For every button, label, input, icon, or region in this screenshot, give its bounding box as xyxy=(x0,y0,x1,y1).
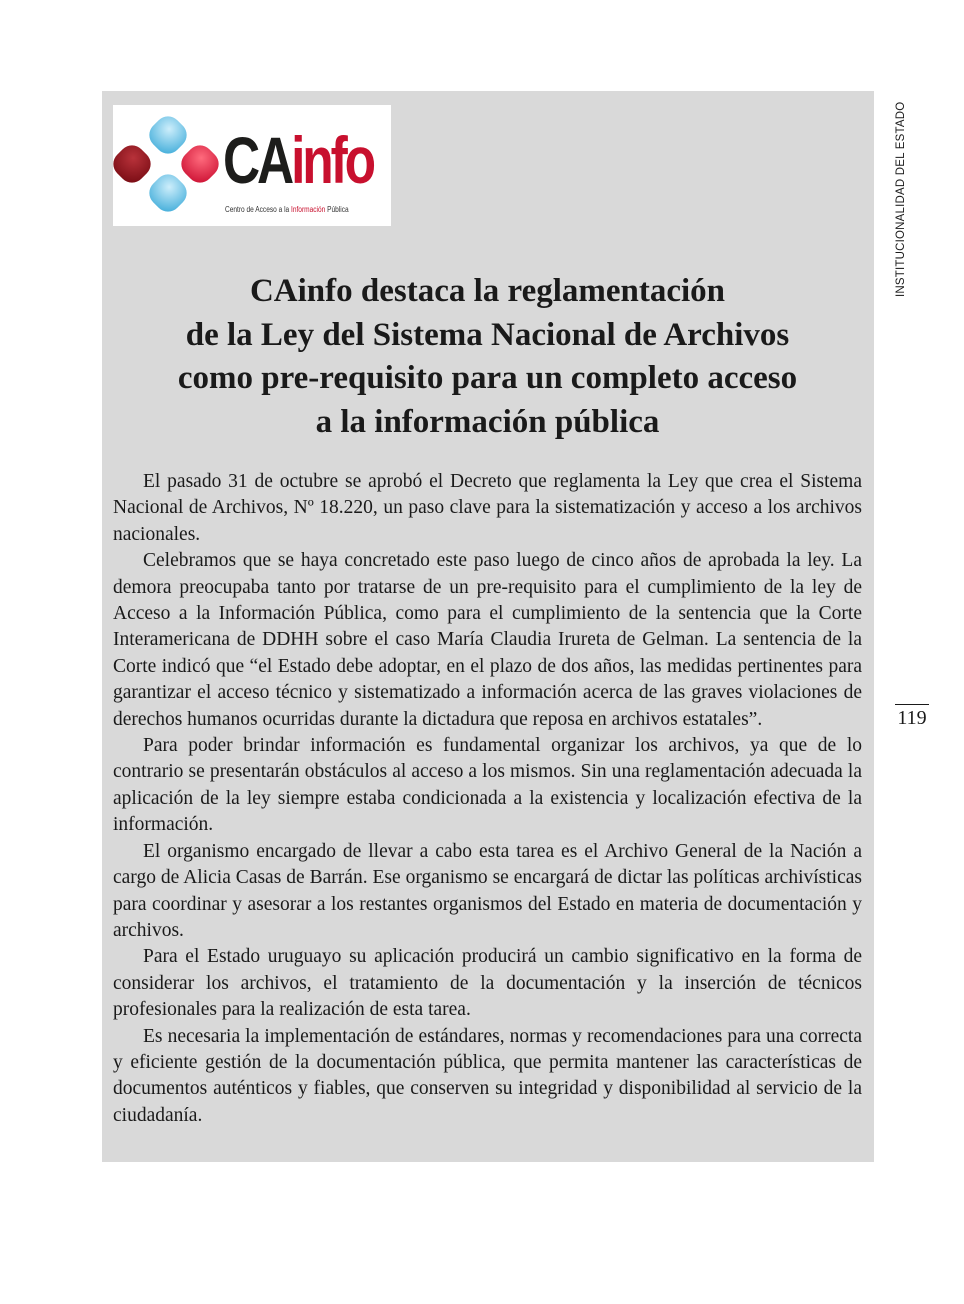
paragraph-1: El pasado 31 de octubre se aprobó el Decreto que reglamenta la Ley que crea el Sistema Nacional de Archivos, Nº 18.220, un paso clave para la sistematización y acceso a los archivos nacionales. xyxy=(113,471,862,545)
paragraph-5: Para el Estado uruguayo su aplicación producirá un cambio significativo en la forma de considerar los archivos, el tratamiento de la documentación y la inserción de técnicos profesionales para la realización de esta tarea. xyxy=(113,946,862,1021)
logo-tagline-part2: Información xyxy=(291,205,326,214)
page-number: 119 xyxy=(897,707,927,729)
article-body xyxy=(113,469,862,1129)
article-title xyxy=(113,270,862,444)
logo-tagline-part3: Pública xyxy=(325,205,349,214)
title-line-4: a la información pública xyxy=(315,403,660,440)
logo-tagline xyxy=(225,205,349,215)
paragraph-2: Celebramos que se haya concretado este paso luego de cinco años de aprobada la ley. La demora preocupaba tanto por tratarse de un pre-requisito para el cumplimiento de la ley de Acceso a la Información Pública, como para el cumplimiento de la sentencia que la Corte Interamericana de DDHH sobre el caso María Claudia Irureta de Gelman. La sentencia de la Corte indicó que “el Estado debe adoptar, en el plazo de dos años, las medidas pertinentes para garantizar el acceso técnico y sistematizado a información acerca de las graves violaciones de derechos humanos ocurridas durante la dictadura que reposa en archivos estatales”. xyxy=(113,550,862,730)
running-head: INSTITUCIONALIDAD DEL ESTADO xyxy=(895,101,907,297)
paragraph-4: El organismo encargado de llevar a cabo esta tarea es el Archivo General de la Nación a cargo de Alicia Casas de Barrán. Ese organismo se encargará de dictar las políticas archivísticas para coordinar y asesorar a los restantes organismos del Estado en materia de documentación y archivos. xyxy=(113,840,862,941)
logo-wordmark xyxy=(223,123,373,197)
paragraph-3: Para poder brindar información es fundamental organizar los archivos, ya que de lo contrario se presentarán obstáculos al acceso a los mismos. Sin una reglamentación adecuada la aplicación de la ley siempre estaba condicionada a la existencia y localización efectiva de la información. xyxy=(113,735,862,836)
title-line-1: CAinfo destaca la reglamentación xyxy=(249,273,726,309)
logo-tagline-part1: Centro de Acceso a la xyxy=(225,205,292,214)
logo-wordmark-ca: CA xyxy=(223,123,292,197)
logo-wordmark-info: info xyxy=(291,123,373,197)
title-line-3: como pre-requisito para un completo acceso xyxy=(177,360,798,396)
cainfo-logo xyxy=(113,105,391,226)
title-line-2: de la Ley del Sistema Nacional de Archivos xyxy=(185,316,790,353)
page-number-rule xyxy=(895,704,929,705)
paragraph-6: Es necesaria la implementación de estándares, normas y recomendaciones para una correcta y eficiente gestión de la documentación pública, que permita mantener las características de documentos auténticos y fiables, que conserven su integridad y disponibilidad al servicio de la ciudadanía. xyxy=(113,1025,862,1126)
